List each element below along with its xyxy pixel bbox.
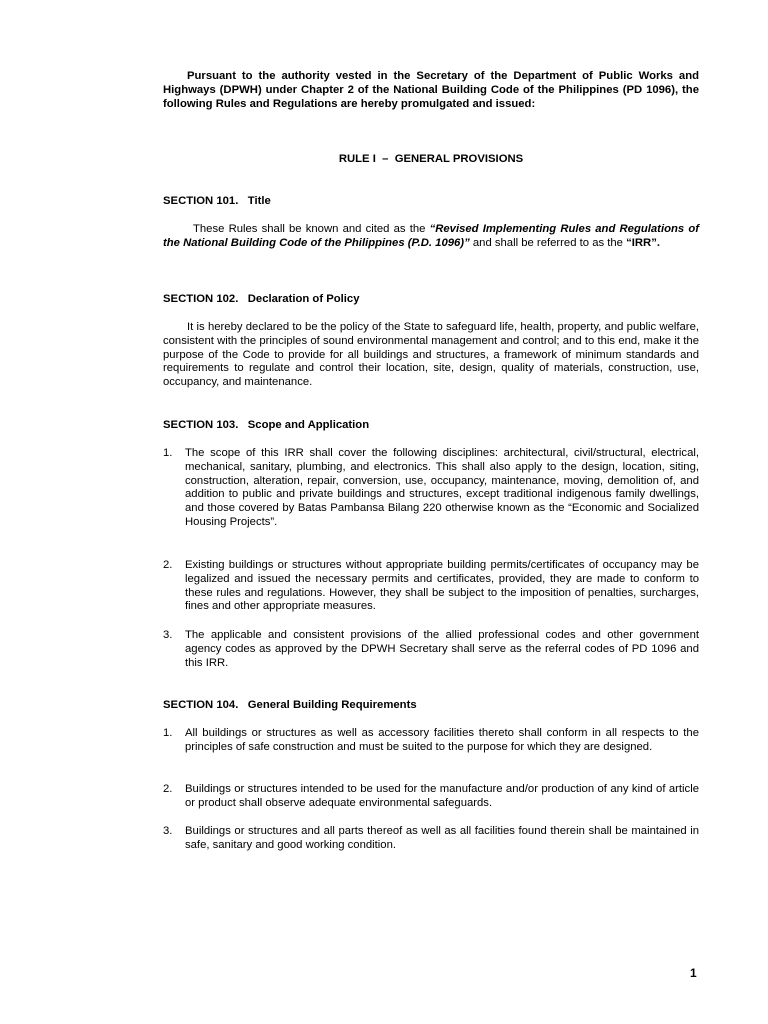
document-page	[163, 0, 699, 1024]
page-number: 1	[690, 966, 697, 980]
list-item-text: Buildings or structures and all parts thereof as well as all facilities found therein shall be maintained in safe, sanitary and good working condition.	[185, 825, 699, 851]
list-item-number: 2.	[163, 783, 173, 795]
section-101-heading: SECTION 101. Title	[163, 195, 271, 207]
list-item-number: 1.	[163, 447, 173, 459]
section-103-heading: SECTION 103. Scope and Application	[163, 419, 370, 431]
section-101-text-2: and shall be referred to as the	[469, 236, 627, 249]
list-item-text: All buildings or structures as well as accessory facilities thereto shall conform in all respects to the principles of safe construction and must be suited to the purpose for which they are designed.	[185, 727, 699, 753]
section-101-paragraph	[163, 223, 699, 251]
list-item	[163, 783, 699, 811]
list-item	[163, 447, 699, 530]
section-101-title-emphasis: “Revised Implementing Rules and Regulations of the National Building Code of the Philippines (P.D. 1096)”	[163, 223, 700, 249]
section-102-paragraph: It is hereby declared to be the policy of the State to safeguard life, health, property, and public welfare, consistent with the principles of sound environmental management and control; and to this end, make it the purpose of the Code to provide for all buildings and structures, a framework of minimum standards and requirements to regulate and control their location, site, design, quality of materials, construction, use, occupancy, and maintenance.	[163, 321, 699, 389]
section-101-irr-emphasis: “IRR”.	[626, 236, 661, 249]
list-item	[163, 559, 699, 614]
section-104-heading: SECTION 104. General Building Requirements	[163, 699, 417, 711]
list-item-number: 1.	[163, 727, 173, 739]
list-item	[163, 727, 699, 755]
list-item-text: The applicable and consistent provisions of the allied professional codes and other government agency codes as approved by the DPWH Secretary shall serve as the referral codes of PD 1096 and this IRR.	[185, 629, 699, 669]
list-item-number: 3.	[163, 825, 173, 837]
intro-paragraph: Pursuant to the authority vested in the Secretary of the Department of Public Works and Highways (DPWH) under Chapter 2 of the National Building Code of the Philippines (PD 1096), the following Rules and Regulations are hereby promulgated and issued:	[163, 70, 699, 110]
rule-title: RULE I – GENERAL PROVISIONS	[338, 153, 524, 165]
list-item-text: Buildings or structures intended to be used for the manufacture and/or production of any kind of article or product shall observe adequate environmental safeguards.	[185, 783, 699, 809]
list-item	[163, 825, 699, 853]
list-item	[163, 629, 699, 670]
list-item-text: The scope of this IRR shall cover the following disciplines: architectural, civil/structural, electrical, mechanical, sanitary, plumbing, and electronics. This shall also apply to the design, location, siting, construction, alteration, repair, conversion, use, occupancy, maintenance, moving, demolition of, and addition to public and private buildings and structures, except traditional indigenous family dwellings, and those covered by Batas Pambansa Bilang 220 otherwise known as the “Economic and Socialized Housing Projects”.	[185, 447, 699, 528]
list-item-text: Existing buildings or structures without appropriate building permits/certificates of occupancy may be legalized and issued the necessary permits and certificates, provided, they are made to conform to these rules and regulations. However, they shall be subject to the imposition of penalties, surcharges, fines and other appropriate measures.	[185, 559, 699, 613]
list-item-number: 2.	[163, 559, 173, 571]
section-101-text-1: These Rules shall be known and cited as the	[193, 223, 430, 235]
section-102-heading: SECTION 102. Declaration of Policy	[163, 293, 360, 305]
list-item-number: 3.	[163, 629, 173, 641]
